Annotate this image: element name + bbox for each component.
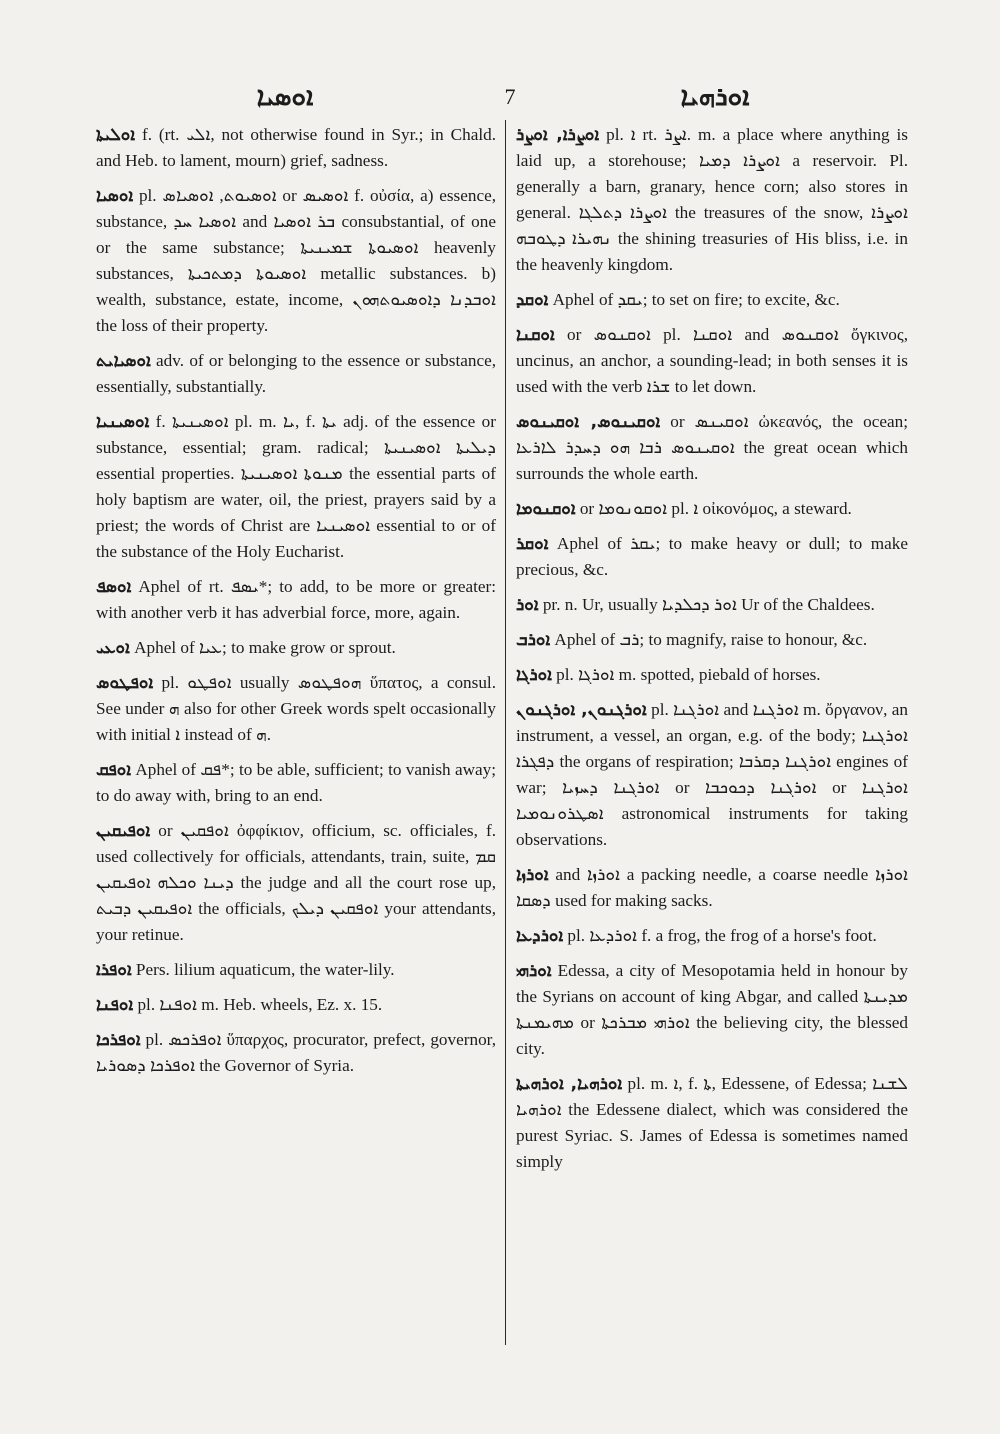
syriac-headword: ܐܘܪܕܥܐ [516, 926, 564, 946]
dictionary-entry [96, 183, 496, 339]
dictionary-entry [516, 1071, 908, 1175]
syriac-headword: ܐܘܦܝܩܝܢ [96, 821, 151, 841]
syriac-headword: ܐܘܠܝܬܐ [96, 125, 136, 145]
entry-body: pl. ܐܘܪܓܐ m. spotted, piebald of horses. [556, 665, 821, 684]
syriac-headword: ܐܘܣܝܐܝܬ [96, 351, 151, 371]
running-header [0, 82, 1000, 122]
entry-body: Aphel of ܝܩܕ; to set on fire; to excite, &c. [552, 290, 840, 309]
dictionary-entry [516, 531, 908, 583]
entry-body: pl. ܐܘܣܝܘܬ, ܐܘܣܝܐܣ or ܐܘܣܝܣ f. οὐσία, a) essence, substance, ܐܘܣܝܐ ܚܕ and ܒܪ ܐܘܣܝܐ consubstantial, of one or the same substance; ܐܘܣܝܘܬܐ ܫܡܝܢܝܬܐ heavenly substances, ܐܘܣܝܘܬܐ ܕܡܬܟܝܬܐ metallic substances. b) wealth, substance, estate, income, ܐܘܒܕܢܐ ܕܐܘܣܝܘܬܗܘܢ the loss of their property. [96, 186, 497, 335]
syriac-headword: ܐܘܪܗܝܐ, ܐܘܪܗܝܬܐ [516, 1074, 623, 1094]
syriac-headword: ܐܘܪܙܐ [516, 865, 549, 885]
dictionary-entry [516, 322, 908, 400]
entry-body: pl. ܐܘܪܕܥܐ f. a frog, the frog of a horse's foot. [567, 926, 877, 945]
entry-body: pl. ܐܘܦܢܐ m. Heb. wheels, Ez. x. 15. [137, 995, 383, 1014]
syriac-headword: ܐܘܦܩ [96, 760, 132, 780]
syriac-headword: ܐܘܩܕ [516, 290, 549, 310]
dictionary-entry [96, 818, 496, 948]
entry-body: pl. ܐܘܦܛܘ usually ܗܘܦܛܘܣ ὕπατος, a consul. See under ܗ also for other Greek words spelt occasionally with initial ܐ instead of ܗ. [96, 673, 496, 744]
entry-body: Pers. lilium aquaticum, the water-lily. [135, 960, 395, 979]
dictionary-entry [96, 348, 496, 400]
dictionary-entry [96, 1027, 496, 1079]
syriac-headword: ܐܘܣܝܐ [96, 186, 134, 206]
syriac-headword: ܐܘܪܒ [516, 630, 551, 650]
entry-body: Aphel of ܥܝܐ; to make grow or sprout. [134, 638, 396, 657]
entry-body: or ܐܘܦܩܝܢ ὀφφίκιον, officium, sc. officiales, f. used collectively for officials, attendants, train, suite, ܩܡ ܕܝܢܐ ܘܟܠܗ ܐܘܦܝܩܝܢ the judge and all the court rose up, ܐܘܦܝܩܝܢ ܕܒܝܬ the officials, ܐܘܦܩܝܢ ܕܝܠܟ your attendants, your retinue. [96, 821, 497, 944]
syriac-headword: ܐܘܨܪܐ, ܐܘܨܪ [516, 125, 600, 145]
entry-body: f. (rt. ܐܠܝ, not otherwise found in Syr.; in Chald. and Heb. to lament, mourn) grief, sadness. [96, 125, 496, 170]
dictionary-entry [516, 409, 908, 487]
dictionary-entry [96, 409, 496, 565]
dictionary-entry [96, 992, 496, 1018]
syriac-headword: ܐܘܩܝܢܘܣ, ܐܘܩܝܢܘܣ [516, 412, 661, 432]
entry-body: f. ܐܘܣܝܢܝܬܐ pl. m. ܝܐ, f. ܝܬܐ adj. of the essence or substance, essential; gram. radical; ܕܝܠܝܬܐ ܐܘܣܝܢܝܬܐ essential properties. ܡܢܘܬܐ ܐܘܣܝܢܝܬܐ the essential parts of holy baptism are water, oil, the priest, prayers said by a priest; the words of Christ are ܐܘܣܝܢܝܐ essential to or of the substance of the Holy Eucharist. [96, 412, 496, 561]
entry-body: adv. of or belonging to the essence or substance, essentially, substantially. [96, 351, 496, 396]
entry-body: pl. ܐܘܪܓܢܐ and ܐܘܪܓܢܐ m. ὄργανον, an instrument, a vessel, an organ, e.g. of the body; ܐܘܪܓܢܐ ܕܦܓܪܐ the organs of respiration; ܐܘܪܓܢܐ ܕܩܪܒܐ engines of war; ܐܘܪܓܢܐ ܕܚܙܝܐ or ܐܘܪܓܢܐ ܕܟܘܟܒܐ or ܐܘܪܓܢܐ ܐܣܛܪܘܢܘܡܝܐ astronomical instruments for taking observations. [516, 700, 908, 849]
entry-body: Aphel of ܪܒ; to magnify, raise to honour, &c. [554, 630, 868, 649]
entry-body: pl. ܐܘܦܪܟܣ ὕπαρχος, procurator, prefect, governor, ܐܘܦܪܟܐ ܕܣܘܪܝܐ the Governor of Syria. [96, 1030, 496, 1075]
entry-body: Edessa, a city of Mesopotamia held in honour by the Syrians on account of king Abgar, and called ܡܕܝܢܬܐ ܡܗܝܡܢܬܐ or ܐܘܪܗܝ ܡܒܪܟܬܐ the believing city, the blessed city. [516, 961, 908, 1058]
entry-body: or ܐܘܩܝܢܣ ὠκεανός, the ocean; ܐܘܩܝܢܘܣ ܪܒܐ ܗܘ ܕܚܕܪ ܠܐܪܥܐ the great ocean which surrounds the whole earth. [516, 412, 909, 483]
dictionary-entry [96, 122, 496, 174]
dictionary-entry [96, 574, 496, 626]
dictionary-entry [516, 958, 908, 1062]
dictionary-entry [516, 627, 908, 653]
syriac-headword: ܐܘܥܝ [96, 638, 130, 658]
dictionary-entry [516, 862, 908, 914]
entry-body: Aphel of ܝܩܪ; to make heavy or dull; to make precious, &c. [516, 534, 909, 579]
syriac-headword: ܐܘܦܪܐ [96, 960, 132, 980]
dictionary-entry [516, 496, 908, 522]
syriac-headword: ܐܘܣܦ [96, 577, 132, 597]
syriac-headword: ܐܘܩܢܐ [516, 325, 555, 345]
entry-body: pl. m. ܐ, f. ܬܐ, Edessene, of Edessa; ܠܫܢܐ ܐܘܪܗܝܐ the Edessene dialect, which was considered the purest Syriac. S. James of Edessa is sometimes named simply [516, 1074, 908, 1171]
syriac-headword: ܐܘܪ [516, 595, 539, 615]
entry-body: pl. ܐ rt. ܐܨܪ. m. a place where anything is laid up, a storehouse; ܐܘܨܪܐ ܕܡܝܐ a reservoir. Pl. generally a barn, granary, hence corn; also stores in general. ܐܘܨܪܐ ܕܬܠܓܐ the treasures of the snow, ܐܘܨܪܐ ܢܗܝܪܐ ܕܛܘܒܗ the shining treasuries of His bliss, i.e. in the heavenly kingdom. [516, 125, 909, 274]
dictionary-entry [516, 662, 908, 688]
syriac-headword: ܐܘܦܛܘܣ [96, 673, 154, 693]
entry-body: Aphel of rt. ܝܣܦ*; to add, to be more or greater: with another verb it has adverbial force, more, again. [96, 577, 496, 622]
syriac-headword: ܐܘܩܢܘܡܐ [516, 499, 576, 519]
dictionary-entry [96, 757, 496, 809]
column-divider [505, 120, 506, 1345]
dictionary-entry [516, 287, 908, 313]
entry-body: or ܐܘܩܢܘܣ pl. ܐܘܩܢܐ and ܐܘܩܢܘܣ ὄγκινος, uncinus, an anchor, a sounding-lead; in both senses it is used with the verb ܫܪܐ to let down. [516, 325, 908, 396]
dictionary-entry [516, 592, 908, 618]
dictionary-entry [96, 670, 496, 748]
dictionary-entry [516, 923, 908, 949]
dictionary-entry [516, 122, 908, 278]
dictionary-entry [516, 697, 908, 853]
syriac-headword: ܐܘܪܓܢܘܢ, ܐܘܪܓܢܘܢ [516, 700, 647, 720]
syriac-headword: ܐܘܦܪܟܐ [96, 1030, 141, 1050]
dictionary-entry [96, 635, 496, 661]
right-running-title: ܐܘܪܗܝܐ [680, 82, 750, 112]
left-running-title: ܐܘܣܝܐ [256, 82, 314, 112]
entry-body: and ܐܘܪܙܐ a packing needle, a coarse needle ܐܘܪܙܐ ܕܣܩܐ used for making sacks. [516, 865, 908, 910]
page-number: 7 [504, 84, 516, 109]
syriac-headword: ܐܘܦܢܐ [96, 995, 134, 1015]
syriac-headword: ܐܘܣܝܢܝܐ [96, 412, 150, 432]
syriac-headword: ܐܘܪܓܐ [516, 665, 552, 685]
entry-body: Aphel of ܦܩ*; to be able, sufficient; to vanish away; to do away with, bring to an end. [96, 760, 496, 805]
syriac-headword: ܐܘܪܗܝ [516, 961, 552, 981]
dictionary-entry [96, 957, 496, 983]
entry-body: or ܐܘܩܘܢܘܡܐ pl. ܐ οἰκονόμος, a steward. [579, 499, 852, 518]
syriac-headword: ܐܘܩܪ [516, 534, 549, 554]
right-column [516, 122, 908, 1184]
entry-body: pr. n. Ur, usually ܐܘܪ ܕܟܠܕܝܐ Ur of the Chaldees. [542, 595, 875, 614]
left-column [96, 122, 496, 1088]
